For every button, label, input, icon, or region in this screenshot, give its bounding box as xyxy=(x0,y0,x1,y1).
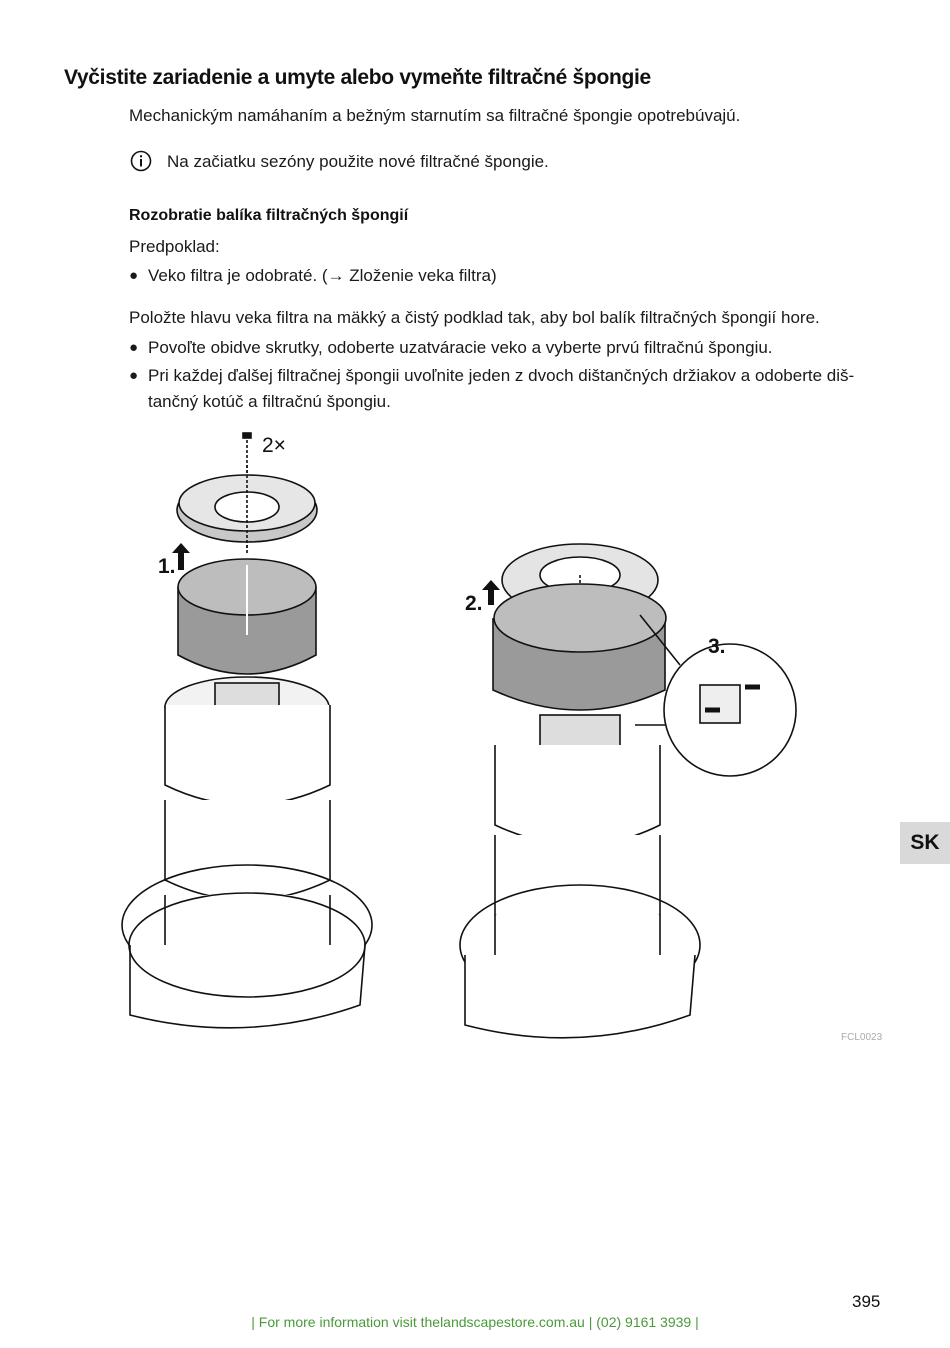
prerequisite-text: Veko filtra je odobraté. (→ Zloženie veka filtra) xyxy=(148,266,497,285)
step-text: Pri každej ďalšej filtračnej špongii uvoľnite jeden z dvoch dištančných držiakov a odoberte diš-tančný kotúč a filtračnú špongiu. xyxy=(148,366,855,411)
language-tab: SK xyxy=(900,822,950,864)
step-text: Povoľte obidve skrutky, odoberte uzatváracie veko a vyberte prvú filtračnú špongiu. xyxy=(148,338,773,357)
bullet-icon: ● xyxy=(129,367,139,384)
footer-text: | For more information visit thelandscapestore.com.au | (02) 9161 3939 | xyxy=(251,1314,699,1330)
step3-label: 3. xyxy=(708,635,726,658)
bullet-icon: ● xyxy=(129,339,139,356)
note-text: Na začiatku sezóny použite nové filtračné špongie. xyxy=(167,152,549,171)
list-item xyxy=(129,263,874,289)
bullet-icon: ● xyxy=(129,267,139,284)
page-number: 395 xyxy=(852,1292,881,1311)
section-title: Vyčistite zariadenie a umyte alebo vymeňte filtračné špongie xyxy=(64,66,651,89)
right-assembly xyxy=(460,544,796,1038)
list-item xyxy=(129,335,874,361)
instruction-text: Položte hlavu veka filtra na mäkký a čistý podklad tak, aby bol balík filtračných špongií hore. xyxy=(129,308,820,327)
figure-code: FCL0023 xyxy=(841,1032,883,1043)
intro-text: Mechanickým namáhaním a bežným starnutím sa filtračné špongie opotrebúvajú. xyxy=(129,106,741,125)
list-item xyxy=(129,363,874,415)
step1-label: 1. xyxy=(158,555,176,578)
step2-label: 2. xyxy=(465,592,483,615)
prerequisite-label: Predpoklad: xyxy=(129,237,220,256)
filter-disassembly-illustration xyxy=(120,425,820,1055)
screws-label: 2× xyxy=(262,434,286,457)
info-icon xyxy=(130,150,152,172)
subheading: Rozobratie balíka filtračných špongií xyxy=(129,207,409,224)
left-assembly xyxy=(122,433,372,1028)
